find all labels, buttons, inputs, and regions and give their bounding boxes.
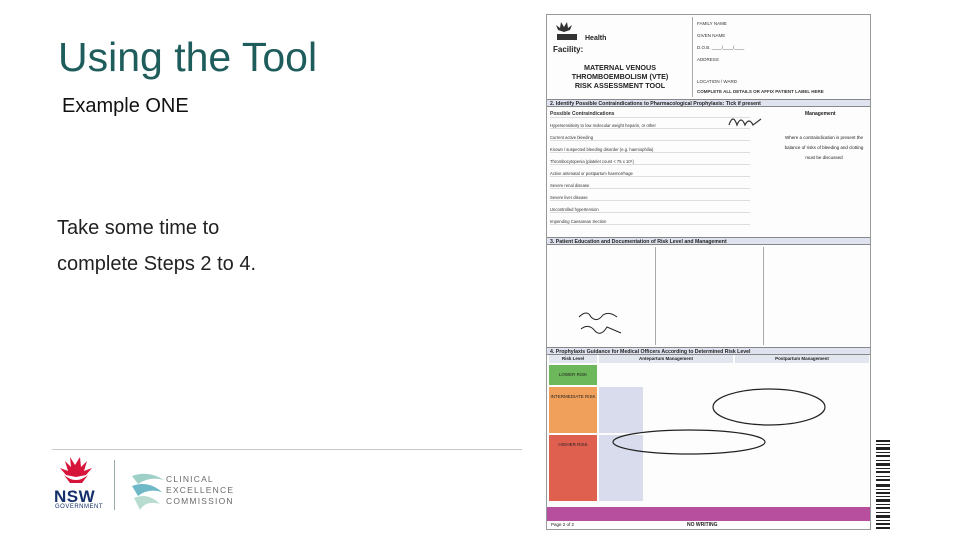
cec-logo-icon [128,470,168,512]
lower-risk-cell: LOWER RISK [549,365,597,385]
intermediate-risk-cell: INTERMEDIATE RISK [549,387,597,433]
postpartum-header: Postpartum Management [735,355,869,363]
address-field: ADDRESS [697,57,719,62]
contra-row: Thrombocytopenia (platelet count < 75 x 10⁹) [550,159,750,165]
management-header: Management [805,111,836,117]
slide-body [57,210,347,282]
contra-row: Hypersensitivity to low molecular weight heparin, or other [550,123,750,129]
form-title [553,63,687,90]
cec-line-2: EXCELLENCE [166,485,235,495]
contra-row: Impending Caesarean Section [550,219,750,225]
vte-risk-assessment-form [546,14,871,530]
footer-divider [52,449,522,450]
management-text: Where a contraindication is present the balance of risks of bleeding and clotting must be discussed [784,135,864,160]
handwritten-signature [727,111,767,133]
slide-subtitle: Example ONE [62,95,189,117]
no-writing-label: NO WRITING [687,522,718,528]
footer-band [547,507,870,521]
section-2-header: 2. Identify Possible Contraindications to Pharmacological Prophylaxis: Tick if present [547,99,870,107]
form-side-margin [876,190,890,420]
given-name-field: GIVEN NAME [697,33,726,38]
nsw-government-label: GOVERNMENT [55,504,104,510]
contra-row: Severe liver disease [550,195,750,201]
page-number: Page 2 of 2 [551,522,575,527]
body-line-2: complete Steps 2 to 4. [57,253,257,275]
location-field: LOCATION / WARD [697,79,738,84]
form-title-line-1: MATERNAL VENOUS [583,63,656,72]
slide-title: Using the Tool [58,34,318,80]
section-4-header: 4. Prophylaxis Guidance for Medical Officers According to Determined Risk Level [547,347,870,355]
patient-details-box [692,17,868,97]
section-3-divider [763,247,764,345]
handwritten-circle [709,385,829,429]
handwritten-name-signature [577,309,637,341]
cec-line-1: CLINICAL [166,474,214,484]
health-label: Health [585,35,607,42]
nsw-health-logo-icon [555,21,581,43]
facility-label: Facility: [553,45,584,54]
body-line-1: Take some time to [57,217,220,239]
antepartum-header: Antepartum Management [599,355,733,363]
form-title-line-3: RISK ASSESSMENT TOOL [574,81,666,90]
contraindications-header: Possible Contraindications [550,111,750,118]
section-3-header: 3. Patient Education and Documentation of Risk Level and Management [547,237,870,245]
form-title-line-2: THROMBOEMBOLISM (VTE) [571,72,669,81]
logo-separator [114,460,115,510]
risk-level-header: Risk Level [549,355,597,363]
contra-row: Known / suspected bleeding disorder (e.g. haemophilia) [550,147,750,153]
contra-row: Current active bleeding [550,135,750,141]
contra-row: Uncontrolled hypertension [550,207,750,213]
barcode-icon [876,440,890,530]
family-name-field: FAMILY NAME [697,21,727,26]
contra-row: Severe renal disease [550,183,750,189]
higher-risk-cell: HIGHER RISK [549,435,597,501]
patient-label-note: COMPLETE ALL DETAILS OR AFFIX PATIENT LABEL HERE [697,89,824,94]
cec-line-3: COMMISSION [166,496,234,506]
contra-row: Active antenatal or postpartum haemorrhage [550,171,750,177]
nsw-wordmark: NSW [54,487,96,506]
dob-field: D.O.B. ____/____/____ [697,45,745,50]
cec-logo-text [166,474,234,507]
section-3-divider [655,247,656,345]
handwritten-circle [609,427,769,457]
